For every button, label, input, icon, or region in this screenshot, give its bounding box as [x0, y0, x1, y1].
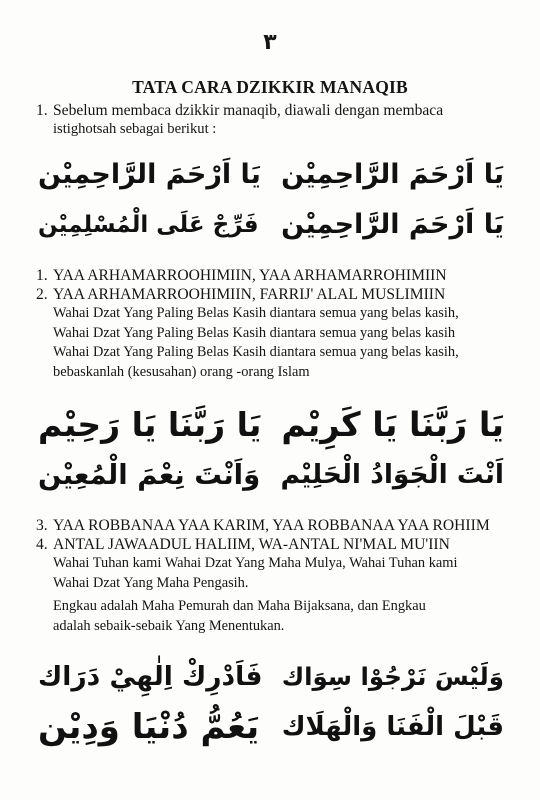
arabic-phrase: وَلَيْسَ نَرْجُوْا سِوَاك [281, 662, 504, 691]
arabic-phrase: يَا اَرْحَمَ الرَّاحِمِيْن [38, 159, 261, 190]
item-transliteration: YAA ROBBANAA YAA KARIM, YAA ROBBANAA YAA ROHIIM [53, 517, 490, 534]
arabic-phrase: فَاَدْرِكْ اِلٰهِيْ دَرَاك [38, 661, 263, 692]
item-number: 2. [36, 286, 48, 303]
item-transliteration: ANTAL JAWAADUL HALIIM, WA-ANTAL NI'MAL MU'IIN [53, 536, 450, 553]
intro-line-1: Sebelum membaca dzikkir manaqib, diawali dengan membaca [53, 102, 444, 119]
page-number: ٣ [263, 30, 277, 55]
intro-paragraph [36, 101, 506, 139]
translation-line: Wahai Dzat Yang Paling Belas Kasih diantara semua yang belas kasih, [53, 344, 459, 360]
section-1 [36, 266, 506, 382]
translation-line: Engkau adalah Maha Pemurah dan Maha Bijaksana, dan Engkau [53, 598, 426, 614]
item-number: 3. [36, 517, 48, 534]
intro-line-2: istighotsah sebagai berikut : [53, 121, 217, 137]
item-number: 1. [36, 267, 48, 284]
arabic-block-2 [38, 400, 504, 500]
arabic-row [38, 450, 504, 500]
translation-line: adalah sebaik-sebaik Yang Menentukan. [53, 617, 285, 634]
item-transliteration: YAA ARHAMARROOHIMIIN, YAA ARHAMARROHIMIIN [53, 267, 447, 284]
translation-line: bebaskanlah (kesusahan) orang -orang Islam [53, 363, 310, 380]
arabic-row [38, 400, 504, 450]
arabic-phrase: يَعُمُّ دُنْيَا وَدِيْن [38, 707, 260, 747]
translation-line: Wahai Dzat Yang Paling Belas Kasih diantara semua yang belas kasih, [53, 305, 459, 321]
arabic-phrase: وَاَنْتَ نِعْمَ الْمُعِيْن [38, 459, 261, 491]
arabic-row [38, 200, 504, 250]
arabic-phrase: اَنْتَ الْجَوَادُ الْحَلِيْم [280, 459, 504, 490]
arabic-phrase: يَا اَرْحَمَ الرَّاحِمِيْن [281, 159, 504, 190]
arabic-row [38, 702, 504, 752]
item-number: 4. [36, 536, 48, 553]
arabic-block-1 [38, 150, 504, 250]
arabic-row [38, 652, 504, 702]
intro-number: 1. [36, 102, 48, 119]
arabic-phrase: يَا اَرْحَمَ الرَّاحِمِيْن [281, 209, 504, 240]
translation-line: Wahai Dzat Yang Paling Belas Kasih diantara semua yang belas kasih [53, 324, 456, 341]
arabic-phrase: فَرِّجْ عَلَى الْمُسْلِمِيْن [38, 212, 259, 238]
arabic-row [38, 150, 504, 200]
translation-line: Wahai Dzat Yang Maha Pengasih. [53, 574, 249, 591]
section-2 [36, 516, 506, 636]
arabic-phrase: قَبْلَ الْفَنَا وَالْهَلَاك [281, 712, 504, 742]
arabic-phrase: يَا رَبَّنَا يَا رَحِيْم [38, 405, 262, 444]
item-transliteration: YAA ARHAMARROOHIMIIN, FARRIJ' ALAL MUSLIMIIN [53, 286, 446, 303]
translation-line: Wahai Tuhan kami Wahai Dzat Yang Maha Mulya, Wahai Tuhan kami [53, 555, 458, 571]
arabic-block-3 [38, 652, 504, 752]
page-title: TATA CARA DZIKKIR MANAQIB [132, 77, 408, 97]
arabic-phrase: يَا رَبَّنَا يَا كَرِيْم [281, 405, 504, 444]
